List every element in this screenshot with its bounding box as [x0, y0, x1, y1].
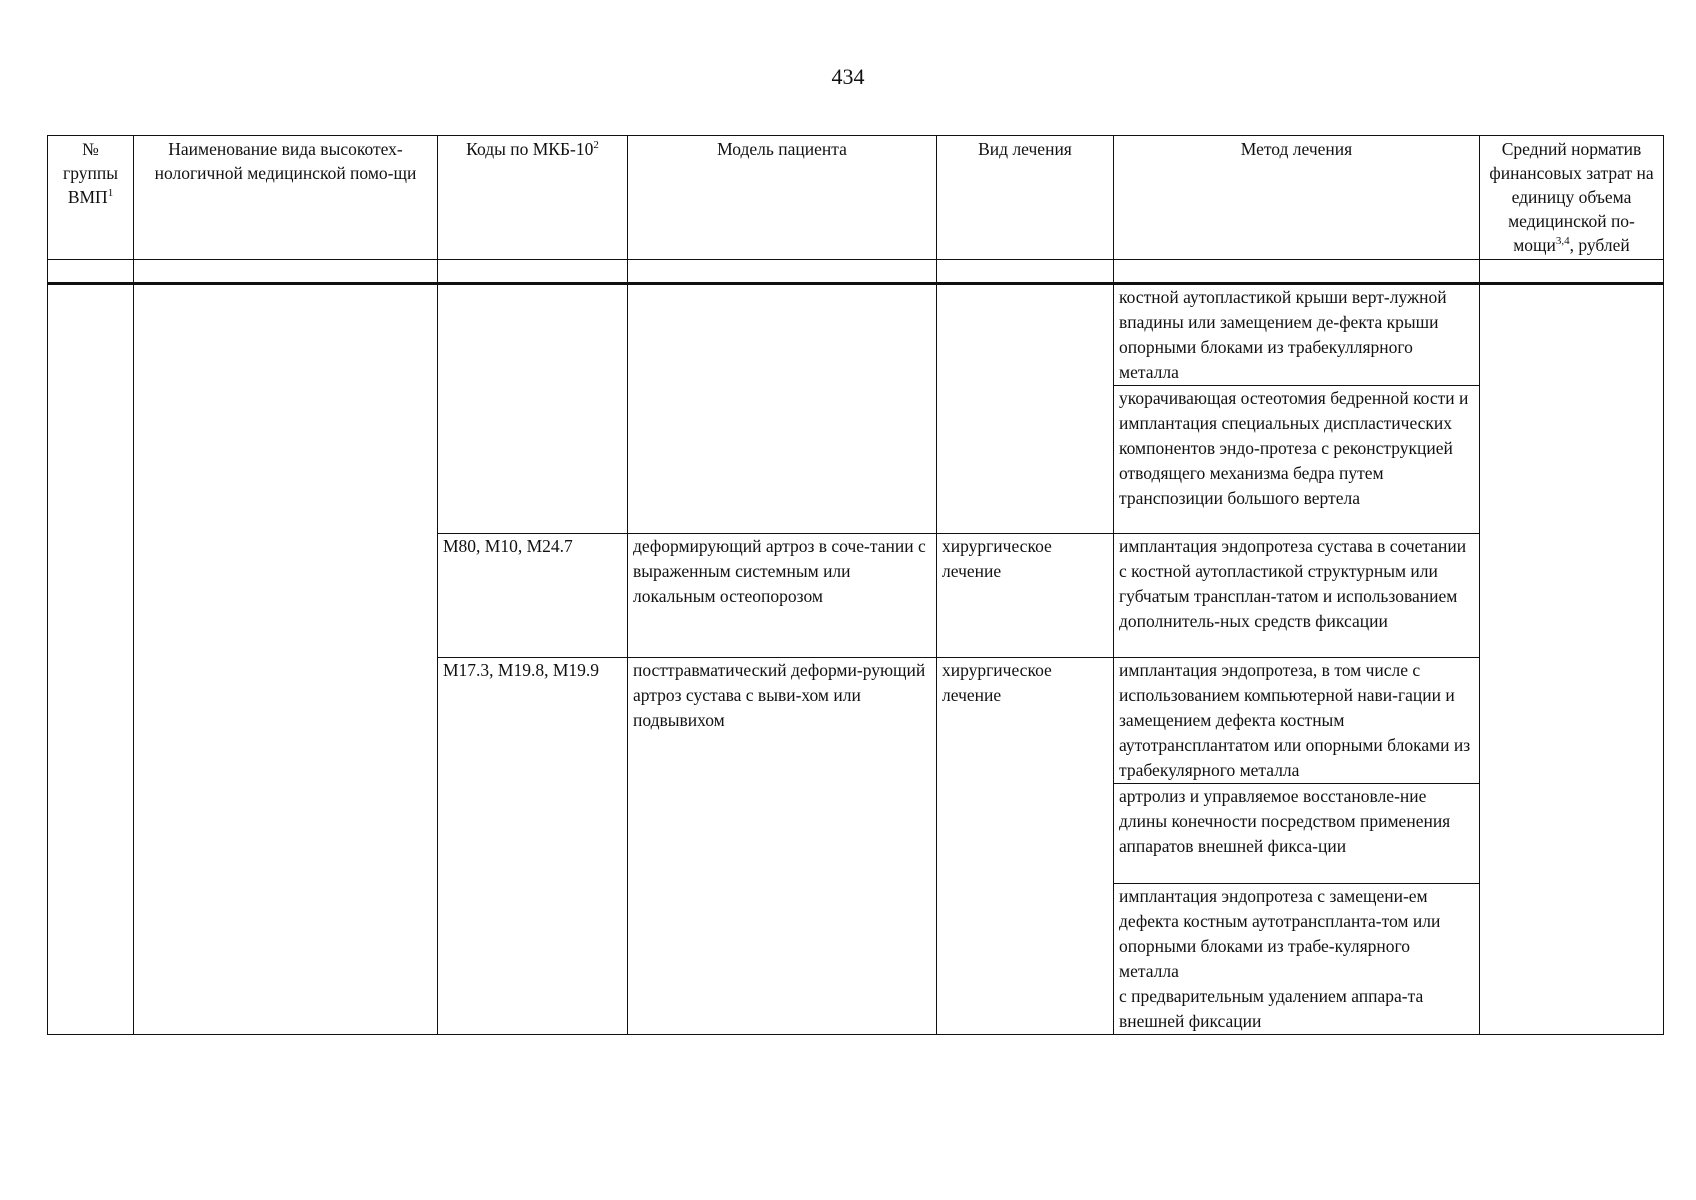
- table-row: [48, 284, 1664, 386]
- model-cell: деформирующий артроз в соче-тании с выраженным системным или локальным остеопорозом: [628, 534, 937, 658]
- method-cell: имплантация эндопротеза с замещени-ем дефекта костным аутотрансплантa-том или опорными блоками из трабе-кулярного металла с предварительным удалением аппара-та внешней фиксации: [1114, 884, 1480, 1035]
- codes-cell: M80, M10, M24.7: [438, 534, 628, 658]
- header-average-cost: Средний норматив финансовых затрат на единицу объема медицинской по-мощи$^{3,4}$, рублей: [1480, 136, 1664, 260]
- header-group-number: № группы ВМП$^1$: [48, 136, 134, 260]
- treatment-cell: [937, 284, 1114, 534]
- treatment-cell: хирургическое лечение: [937, 658, 1114, 1035]
- cost-cell: [1480, 284, 1664, 1035]
- group-number-cell: [48, 284, 134, 1035]
- spacer-row: [48, 260, 1664, 284]
- vmp-table: [47, 135, 1664, 1035]
- method-cell: артролиз и управляемое восстановле-ние длины конечности посредством применения аппаратов внешней фикса-ции: [1114, 784, 1480, 884]
- page-number: 434: [831, 64, 865, 89]
- method-cell: имплантация эндопротеза, в том числе с использованием компьютерной нави-гации и замещением дефекта костным аутотрансплантатом или опорными блоками из трабекулярного металла: [1114, 658, 1480, 784]
- codes-cell: [438, 284, 628, 534]
- method-cell: укорачивающая остеотомия бедренной кости и имплантация специальных диспластических компонентов эндо-протеза с реконструкцией отводящего механизма бедра путем транспозиции большого вертела: [1114, 386, 1480, 534]
- method-cell: костной аутопластикой крыши верт-лужной впадины или замещением де-фекта крыши опорными блоками из трабекуллярного металла: [1114, 284, 1480, 386]
- treatment-cell: хирургическое лечение: [937, 534, 1114, 658]
- care-type-cell: [134, 284, 438, 1035]
- header-row: [48, 136, 1664, 260]
- codes-cell: M17.3, M19.8, M19.9: [438, 658, 628, 1035]
- header-icd-codes: Коды по МКБ-$10^2$: [438, 136, 628, 260]
- header-treatment-method: Метод лечения: [1114, 136, 1480, 260]
- model-cell: [628, 284, 937, 534]
- header-care-type: Наименование вида высокотех-нологичной медицинской помо-щи: [134, 136, 438, 260]
- model-cell: посттравматический деформи-рующий артроз сустава с выви-хом или подвывихом: [628, 658, 937, 1035]
- header-patient-model: Модель пациента: [628, 136, 937, 260]
- header-treatment-type: Вид лечения: [937, 136, 1114, 260]
- method-cell: имплантация эндопротеза сустава в сочетании с костной аутопластикой структурным или губчатым трансплан-татом и использованием дополнитель-ных средств фиксации: [1114, 534, 1480, 658]
